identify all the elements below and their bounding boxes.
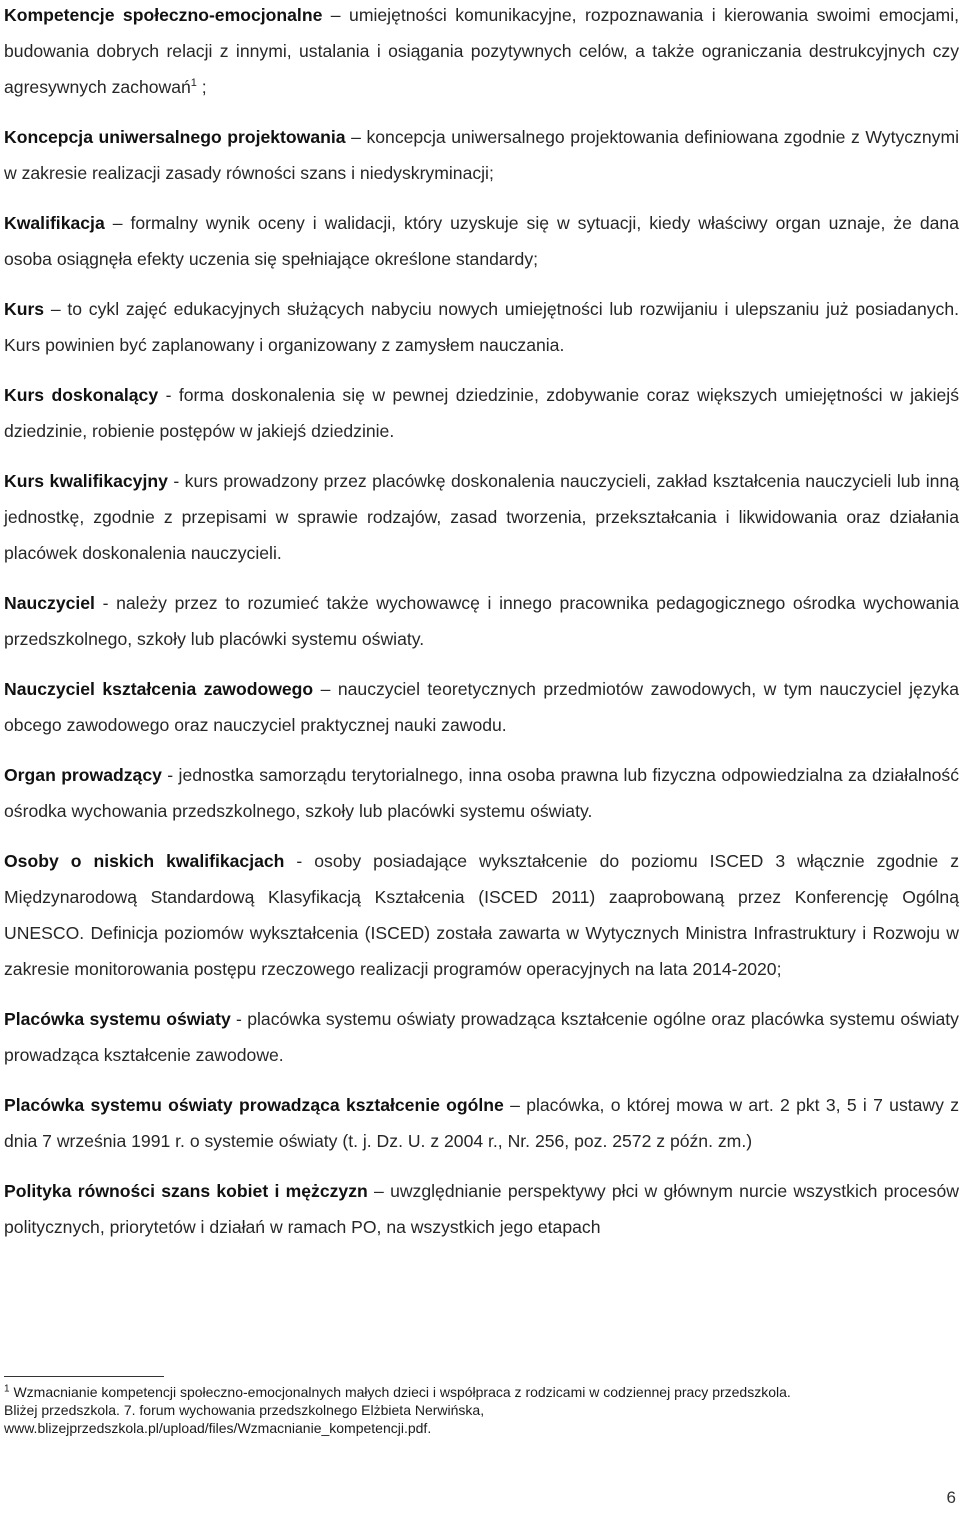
footnote-line: [4, 1383, 959, 1401]
definition-separator: –: [367, 1181, 391, 1201]
definition-separator: -: [94, 593, 117, 613]
definition-text: jednostka samorządu terytorialnego, inna osoba prawna lub fizyczna odpowiedzialna za działalność ośrodka wychowania przedszkolnego, szkoły lub placówki systemu oświaty.: [4, 765, 959, 821]
definition-entry: [4, 585, 959, 657]
definition-separator: –: [44, 299, 68, 319]
footnote-number: 1: [4, 1383, 10, 1395]
definition-term: Organ prowadzący: [4, 765, 162, 785]
document-body: [4, 0, 959, 1259]
definition-entry: [4, 205, 959, 277]
definition-entry: [4, 377, 959, 449]
footnote: [4, 1383, 959, 1437]
definition-entry: [4, 1001, 959, 1073]
definition-separator: -: [161, 765, 179, 785]
definition-term: Kurs doskonalący: [4, 385, 159, 405]
definition-text: osoby posiadające wykształcenie do poziomu ISCED 3 włącznie zgodnie z Międzynarodową Standardową Klasyfikacją Kształcenia (ISCED 2011) zaaprobowaną przez Konferencję Ogólną UNESCO. Definicja poziomów wykształcenia (ISCED) została zawarta w Wytycznych Ministra Infrastruktury i Rozwoju w zakresie monitorowania postępu rzeczowego realizacji programów operacyjnych na lata 2014-2020;: [4, 851, 959, 979]
footnote-text: Wzmacnianie kompetencji społeczno-emocjonalnych małych dzieci i współpraca z rodzicami w codziennej pracy przedszkola.: [9, 1384, 791, 1400]
definition-entry: [4, 757, 959, 829]
definition-separator: -: [158, 385, 179, 405]
definition-term: Kwalifikacja: [4, 213, 105, 233]
definition-term: Koncepcja uniwersalnego projektowania: [4, 127, 346, 147]
definition-text: placówka systemu oświaty prowadząca kształcenie ogólne oraz placówka systemu oświaty prowadząca kształcenie zawodowe.: [4, 1009, 959, 1065]
definition-text: forma doskonalenia się w pewnej dziedzinie, zdobywanie coraz większych umiejętności w jakiejś dziedzinie, robienie postępów w jakiejś dziedzinie.: [4, 385, 959, 441]
definition-entry: [4, 291, 959, 363]
definition-text: należy przez to rozumieć także wychowawcę i innego pracownika pedagogicznego ośrodka wychowania przedszkolnego, szkoły lub placówki systemu oświaty.: [4, 593, 959, 649]
definition-term: Nauczyciel kształcenia zawodowego: [4, 679, 314, 699]
page-number: 6: [946, 1488, 956, 1507]
footnote-line: Bliżej przedszkola. 7. forum wychowania przedszkolnego Elżbieta Nerwińska,: [4, 1402, 485, 1418]
definition-term: Nauczyciel: [4, 593, 95, 613]
definition-text: formalny wynik oceny i walidacji, który uzyskuje się w sytuacji, kiedy właściwy organ uznaje, że dana osoba osiągnęła efekty uczenia się spełniające określone standardy;: [4, 213, 959, 269]
footnote-reference[interactable]: 1: [190, 77, 197, 90]
definition-separator: -: [230, 1009, 248, 1029]
definition-entry: [4, 1173, 959, 1245]
definition-text: nauczyciel teoretycznych przedmiotów zawodowych, w tym nauczyciel języka obcego zawodowego oraz nauczyciel praktycznej nauki zawodu.: [4, 679, 959, 735]
definition-term: Kurs: [4, 299, 45, 319]
definition-entry: [4, 671, 959, 743]
definition-text: placówka, o której mowa w art. 2 pkt 3, 5 i 7 ustawy z dnia 7 września 1991 r. o systemie oświaty (t. j. Dz. U. z 2004 r., Nr. 256, poz. 2572 z późn. zm.): [4, 1095, 960, 1151]
definition-term: Osoby o niskich kwalifikacjach: [4, 851, 285, 871]
definition-entry: [4, 463, 959, 571]
definition-entry: [4, 0, 959, 105]
definition-separator: -: [284, 851, 315, 871]
footnote-divider: [4, 1376, 164, 1377]
definition-separator: –: [104, 213, 131, 233]
definition-text: umiejętności komunikacyjne, rozpoznawania i kierowania swoimi emocjami, budowania dobrych relacji z innymi, ustalania i osiągania pozytywnych celów, a także ograniczania destrukcyjnych czy agresywnych zachowań: [4, 5, 959, 97]
definition-entry: [4, 1087, 959, 1159]
definition-tail: ;: [196, 77, 207, 97]
definition-separator: –: [345, 127, 367, 147]
definition-entry: [4, 119, 959, 191]
definition-text: kurs prowadzony przez placówkę doskonalenia nauczycieli, zakład kształcenia nauczycieli lub inną jednostkę, zgodnie z przepisami w sprawie rodzajów, zasad tworzenia, przekształcania i likwidowania oraz działania placówek doskonalenia nauczycieli.: [4, 471, 960, 563]
definition-separator: –: [322, 5, 350, 25]
definition-term: Kurs kwalifikacyjny: [4, 471, 168, 491]
definition-entry: [4, 843, 959, 987]
definition-separator: –: [313, 679, 338, 699]
definition-text: uwzględnianie perspektywy płci w głównym nurcie wszystkich procesów politycznych, priorytetów i działań w ramach PO, na wszystkich jego etapach: [4, 1181, 959, 1237]
footnote-link[interactable]: www.blizejprzedszkola.pl/upload/files/Wzmacnianie_kompetencji.pdf.: [4, 1420, 432, 1436]
definition-term: Polityka równości szans kobiet i mężczyzn: [4, 1181, 368, 1201]
definition-term: Placówka systemu oświaty prowadząca kształcenie ogólne: [4, 1095, 504, 1115]
definition-separator: -: [167, 471, 185, 491]
definition-text: koncepcja uniwersalnego projektowania definiowana zgodnie z Wytycznymi w zakresie realizacji zasady równości szans i niedyskryminacji;: [4, 127, 960, 183]
definition-term: Placówka systemu oświaty: [4, 1009, 231, 1029]
definition-separator: –: [503, 1095, 527, 1115]
definition-text: to cykl zajęć edukacyjnych służących nabyciu nowych umiejętności lub rozwijaniu i ulepszaniu już posiadanych. Kurs powinien być zaplanowany i organizowany z zamysłem nauczania.: [4, 299, 960, 355]
definition-term: Kompetencje społeczno-emocjonalne: [4, 5, 323, 25]
